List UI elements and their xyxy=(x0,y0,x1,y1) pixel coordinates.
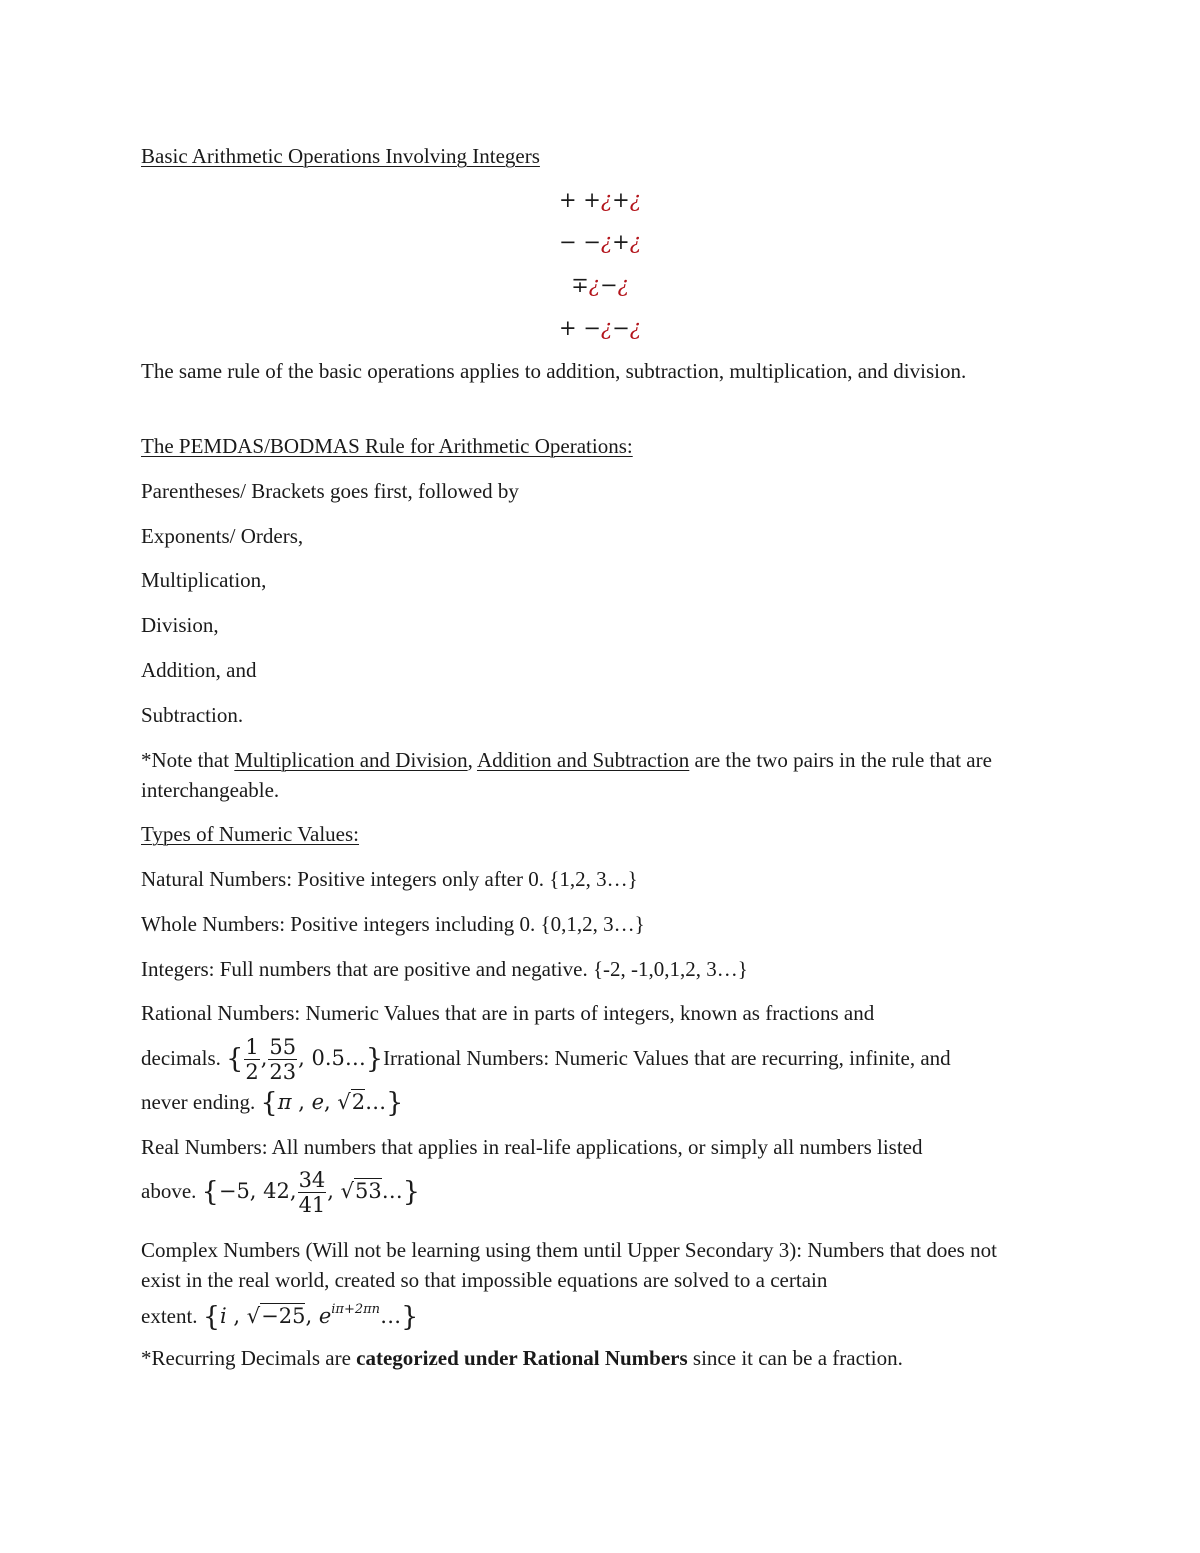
sqrt-neg-25: √−25 xyxy=(246,1304,306,1328)
real-set-line xyxy=(141,1163,420,1221)
note-suffix: are the two pairs in the rule that are interchangeable. xyxy=(141,748,992,802)
pemdas-item: Addition, and xyxy=(141,658,257,682)
pemdas-item: Parentheses/ Brackets goes first, followed by xyxy=(141,479,519,503)
sign-rule-1 xyxy=(0,185,1200,215)
sign-result: − xyxy=(600,273,618,297)
real-numbers-line: Real Numbers: All numbers that applies in real-life applications, or simply all numbers listed xyxy=(141,1135,923,1159)
integers-line: Integers: Full numbers that are positive and negative. {-2, -1,0,1,2, 3…} xyxy=(141,957,748,981)
complex-set: {i , √−25, $e^{i\pi+2\pi n}\dots$} xyxy=(202,1301,419,1333)
note-pair-1: Multiplication and Division xyxy=(234,748,468,772)
pemdas-item: Division, xyxy=(141,613,219,637)
real-set: {−5, 42, $\frac{34}{41}$ , √53…} xyxy=(202,1179,420,1203)
note-prefix: *Note that xyxy=(141,748,235,772)
natural-numbers-line: Natural Numbers: Positive integers only after 0. {1,2, 3…} xyxy=(141,867,638,891)
placeholder-glyph: ¿ xyxy=(629,230,641,254)
placeholder-glyph: ¿ xyxy=(600,188,613,212)
complex-set-line xyxy=(141,1295,418,1333)
placeholder-glyph: ¿ xyxy=(600,230,613,254)
placeholder-glyph: ¿ xyxy=(600,316,613,340)
page-title: Basic Arithmetic Operations Involving Integers xyxy=(141,144,540,168)
sign-ops: + + xyxy=(558,188,601,212)
irrational-set-line xyxy=(141,1087,403,1119)
recurring-prefix: *Recurring Decimals are xyxy=(141,1346,357,1370)
placeholder-glyph: ¿ xyxy=(629,188,641,212)
sign-ops: + − xyxy=(558,316,601,340)
irrational-numbers-text: Irrational Numbers: Numeric Values that are recurring, infinite, and xyxy=(383,1046,951,1070)
sign-result: + xyxy=(612,188,630,212)
fraction-1-2: $\frac{1}{2}$ xyxy=(245,1035,259,1084)
types-heading: Types of Numeric Values: xyxy=(141,822,360,846)
real-prefix: above. xyxy=(141,1179,202,1203)
irrational-set: {π , e, √2…} xyxy=(260,1087,404,1119)
placeholder-glyph: ¿ xyxy=(629,316,641,340)
whole-numbers-line: Whole Numbers: Positive integers including 0. {0,1,2, 3…} xyxy=(141,912,645,936)
sign-rule-4 xyxy=(0,313,1200,343)
sign-ops: ∓ xyxy=(571,273,589,297)
note-pair-2: Addition and Subtraction xyxy=(476,748,690,772)
rational-set-line xyxy=(141,1030,951,1088)
rational-numbers-line: Rational Numbers: Numeric Values that are in parts of integers, known as fractions and xyxy=(141,1001,875,1025)
same-rule-paragraph: The same rule of the basic operations applies to addition, subtraction, multiplication, and division. xyxy=(141,359,967,383)
note-separator: , xyxy=(467,748,477,772)
placeholder-glyph: ¿ xyxy=(588,273,600,297)
rational-prefix: decimals. xyxy=(141,1046,227,1070)
placeholder-glyph: ¿ xyxy=(617,273,629,297)
recurring-bold: categorized under Rational Numbers xyxy=(356,1346,688,1370)
exponent: iπ+2πn xyxy=(331,1302,381,1317)
sign-rule-3 xyxy=(0,270,1200,300)
sign-rule-2 xyxy=(0,227,1200,257)
fraction-55-23: $\frac{55}{23}$ xyxy=(269,1035,297,1084)
sign-result: − xyxy=(612,316,630,340)
pemdas-item: Multiplication, xyxy=(141,568,267,592)
sign-ops: − − xyxy=(558,230,601,254)
sign-result: + xyxy=(612,230,630,254)
rational-set: { $\frac{1}{2}$ , $\frac{55}{23}$ , 0.5…} xyxy=(226,1035,384,1084)
pemdas-item: Subtraction. xyxy=(141,703,244,727)
complex-numbers-paragraph: Complex Numbers (Will not be learning using them until Upper Secondary 3): Numbers that does not exist in the real world, created so that impossible equations are solved to a certain xyxy=(141,1238,997,1292)
fraction-34-41: $\frac{34}{41}$ xyxy=(298,1168,326,1217)
note-paragraph xyxy=(141,745,1031,805)
pemdas-item: Exponents/ Orders, xyxy=(141,524,304,548)
sqrt-53: √53 xyxy=(340,1179,382,1203)
recurring-decimals-note xyxy=(141,1343,903,1373)
pemdas-heading: The PEMDAS/BODMAS Rule for Arithmetic Operations: xyxy=(141,434,633,458)
complex-prefix: extent. xyxy=(141,1304,203,1328)
sqrt-2: √2 xyxy=(337,1090,366,1114)
irrational-prefix: never ending. xyxy=(141,1090,261,1114)
recurring-suffix: since it can be a fraction. xyxy=(687,1346,903,1370)
